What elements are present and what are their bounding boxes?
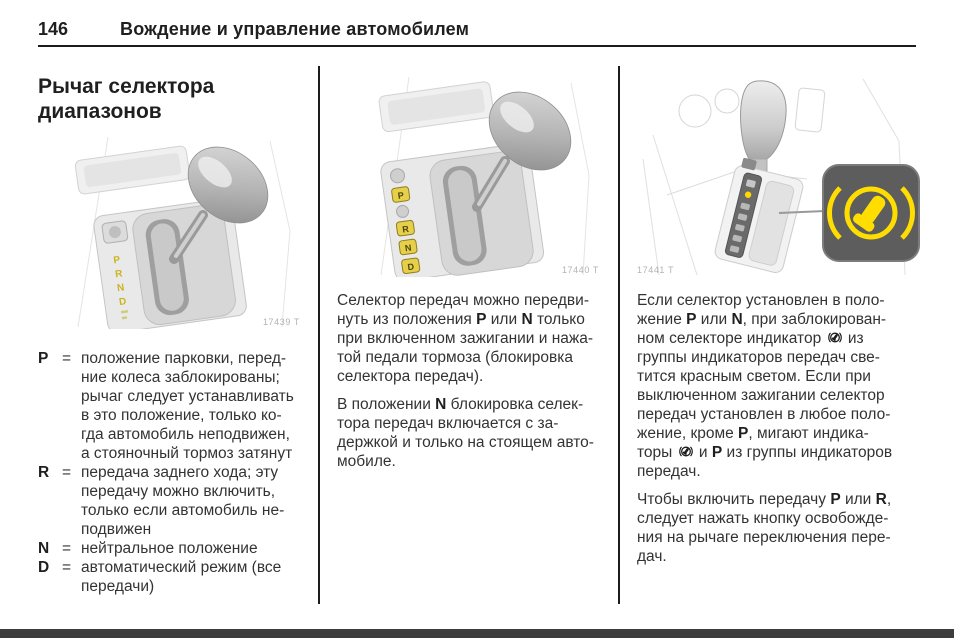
- selector-position-label: P: [112, 254, 121, 267]
- brake-warning-callout: [823, 165, 919, 261]
- column-divider: [618, 66, 620, 604]
- shift-lock-icon: [678, 444, 694, 459]
- paragraph: В положении N блокировка селек- тора передач включается с за- держкой и только на стоящем авто- мобиле.: [337, 396, 594, 470]
- selector-position-label: N: [116, 282, 126, 295]
- definition-equals: =: [62, 540, 72, 557]
- definition-text: автоматический режим (все передачи): [81, 559, 282, 595]
- page-title: Рычаг селектора диапазонов: [38, 75, 215, 123]
- definition-term: P: [38, 350, 49, 367]
- column3-text: [637, 291, 920, 566]
- gear-selector-illustration: [38, 135, 304, 329]
- figure-selector-indicator: [637, 75, 920, 277]
- gear-selector-illustration: [337, 75, 603, 277]
- shift-lock-icon: [827, 330, 843, 345]
- paragraph: Чтобы включить передачу P или R, следует нажать кнопку освобожде- ния на рычаге переключения пере- дач.: [637, 491, 892, 565]
- column-2: [337, 70, 603, 480]
- footer-bar: [0, 629, 954, 638]
- selector-position-label: D: [406, 261, 415, 273]
- definition-text: нейтральное положение: [81, 540, 258, 557]
- page-number: 146: [38, 19, 69, 39]
- column2-text: [337, 291, 603, 471]
- header-rule: [38, 45, 916, 47]
- selector-position-label: P: [397, 190, 405, 201]
- chapter-title: Вождение и управление автомобилем: [120, 19, 470, 39]
- selector-position-label: R: [401, 223, 410, 235]
- figure-gear-selector-side: [38, 135, 304, 329]
- paragraph: Если селектор установлен в поло- жение P или N, при заблокирован- ном селекторе индикатор из группы индикаторов передач све- тится красным светом. Если при выключенном зажигании селектор передач установлен в любое поло- жение, кроме P, мигают индика- торы и P из группы индикаторов передач.: [637, 292, 893, 480]
- gear-knob: [741, 81, 787, 159]
- selector-indicator-illustration: [637, 75, 920, 277]
- definition-row: [38, 349, 304, 463]
- figure-gear-selector-buttons: [337, 75, 603, 277]
- definition-text: передача заднего хода; эту передачу можно включить, только если автомобиль не- подвижен: [81, 464, 285, 538]
- definition-term: R: [38, 464, 50, 481]
- selector-position-label: D: [118, 296, 128, 309]
- figure-caption: 17439 T: [262, 317, 300, 327]
- column-divider: [318, 66, 320, 604]
- definition-row: [38, 539, 304, 558]
- definition-equals: =: [62, 559, 72, 576]
- definition-equals: =: [62, 464, 72, 481]
- figure-caption: 17441 T: [637, 265, 675, 275]
- definition-row: [38, 463, 304, 539]
- figure-caption: 17440 T: [561, 265, 599, 275]
- column-3: [637, 70, 920, 575]
- column-1: [38, 70, 304, 596]
- definition-term: D: [38, 559, 50, 576]
- definition-equals: =: [62, 350, 72, 367]
- selector-position-label: R: [114, 268, 124, 281]
- definition-text: положение парковки, перед- ние колеса заблокированы; рычаг следует устанавливать в это положение, только ко- гда автомобиль неподвижен, а стояночный тормоз затянут: [81, 350, 294, 462]
- selector-definitions: [38, 349, 304, 596]
- selector-position-label: N: [404, 242, 413, 254]
- definition-row: [38, 558, 304, 596]
- paragraph: Селектор передач можно передви- нуть из положения P или N только при включенном зажигании и нажа- той педали тормоза (блокировка селектора передач).: [337, 292, 594, 385]
- definition-term: N: [38, 540, 50, 557]
